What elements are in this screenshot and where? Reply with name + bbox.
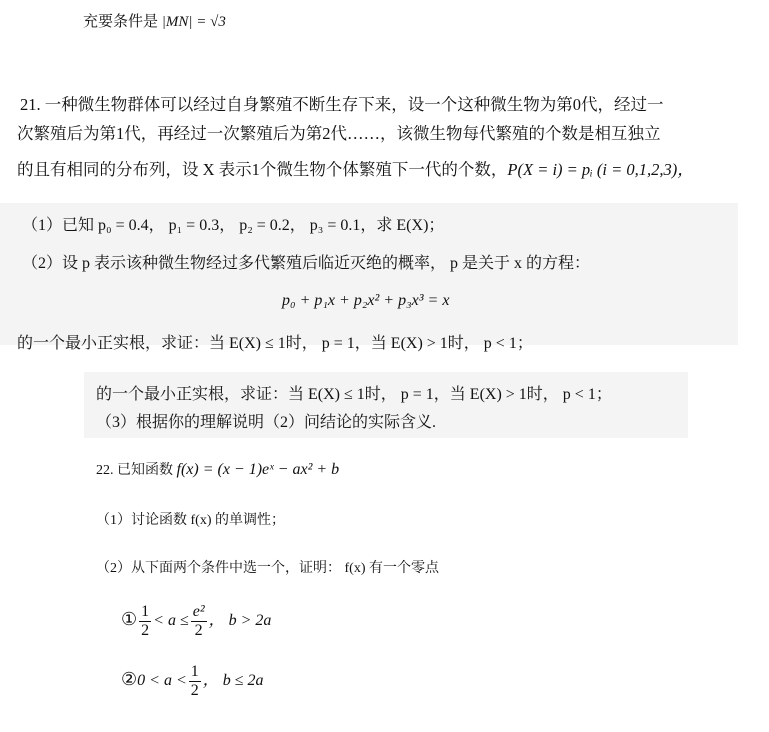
q21-conclusion-repeat: 的一个最小正实根，求证：当 E(X) ≤ 1时， p = 1，当 E(X) > 1时， p < 1； [96,386,612,403]
frac-numerator: e² [192,603,205,620]
frac-numerator: 1 [190,663,199,680]
q22-part1: （1）讨论函数 f(x) 的单调性； [96,513,285,528]
q21-part1: （1）已知 p₀ = 0.4， p₁ = 0.3， p₂ = 0.2， p₃ = 0.1，求 E(X)； [22,217,445,234]
q22-title-text: 22. 已知函数 [96,463,177,478]
cond1-inequality: < a ≤ [153,612,189,630]
q22-condition-1 [121,604,271,639]
circled-one-marker: ① [121,609,138,630]
top-line-formula: |MN| = √3 [161,14,226,30]
cond2-tail: ， b ≤ 2a [202,672,264,690]
q22-part2: （2）从下面两个条件中选一个，证明： f(x) 有一个零点 [96,561,439,576]
cond2-inequality: 0 < a < [137,672,187,690]
q21-conclusion: 的一个最小正实根，求证：当 E(X) ≤ 1时， p = 1，当 E(X) > 1时， p < 1； [17,335,533,352]
q21-line1: 21. 一种微生物群体可以经过自身繁殖不断生存下来，设一个这种微生物为第0代，经过一 [20,95,664,114]
top-line [83,10,226,31]
circled-two-marker: ② [121,669,138,690]
q21-line3-text: 的且有相同的分布列，设 X 表示1个微生物个体繁殖下一代的个数， [17,160,508,179]
frac-numerator: 1 [141,603,150,620]
q21-line2: 次繁殖后为第1代，再经过一次繁殖后为第2代……，该微生物每代繁殖的个数是相互独立 [17,124,661,143]
fraction-one-half [189,664,201,699]
frac-denominator: 2 [190,682,199,699]
q21-part2: （2）设 p 表示该种微生物经过多代繁殖后临近灭绝的概率， p 是关于 x 的方程： [22,255,591,272]
frac-denominator: 2 [194,622,203,639]
q22-condition-2 [121,664,264,699]
top-line-prefix: 充要条件是 [83,14,159,30]
q21-line3-formula: P(X = i) = pᵢ (i = 0,1,2,3)， [507,160,694,179]
fraction-e-squared-half [191,604,207,639]
frac-denominator: 2 [141,622,150,639]
q21-part3: （3）根据你的理解说明（2）问结论的实际含义. [96,414,437,431]
q22-title-formula: f(x) = (x − 1)eˣ − ax² + b [176,461,340,478]
cond1-tail: ， b > 2a [208,612,272,630]
q21-line3 [17,156,694,180]
q21-equation: p₀ + p₁x + p₂x² + p₃x³ = x [282,292,450,309]
fraction-one-half [139,604,151,639]
q22-title [96,459,339,479]
